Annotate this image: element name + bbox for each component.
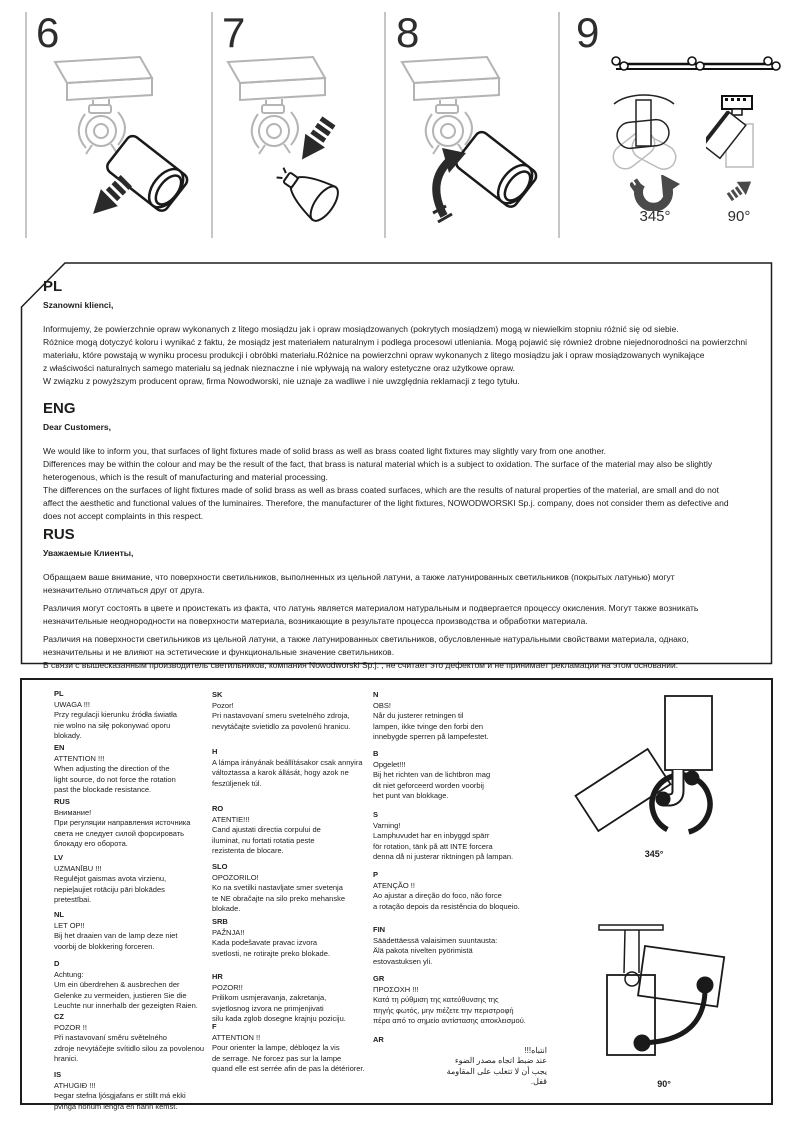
- warning-line: Säädettäessä valaisimen suuntausta:: [373, 935, 498, 945]
- warning-language-code: EN: [54, 743, 65, 752]
- warning-line: Varning!: [373, 820, 401, 830]
- step8-reattach-shade-diagram: [392, 52, 557, 232]
- warning-line: ATTENTION !!!: [54, 753, 105, 763]
- warning-text: [212, 701, 350, 733]
- tilt-90-diagram: [587, 917, 757, 1077]
- warning-text: [212, 1033, 365, 1075]
- warning-text: [373, 701, 489, 743]
- warnings-box: [20, 678, 773, 1111]
- panel-divider: [211, 12, 213, 238]
- notice-content: [43, 262, 753, 670]
- warning-f: [212, 1022, 365, 1075]
- notice-line: незначительные неоднородности на поверхности материала, возникающие в результате процесса производства и обработки материала.: [43, 616, 588, 626]
- warning-text: [54, 808, 190, 850]
- warning-line: blokade.: [212, 904, 241, 913]
- warning-language-code: PL: [54, 689, 64, 698]
- notice-section-rus: [43, 526, 753, 677]
- notice-paragraph: [43, 445, 753, 523]
- warning-line: When adjusting the direction of the: [54, 764, 170, 773]
- warning-rus: [54, 797, 190, 850]
- step-number-9: 9: [576, 9, 599, 56]
- warning-line: quand elle est serrée afin de pas la détériorer.: [212, 1064, 365, 1073]
- warning-text: [373, 936, 497, 968]
- warning-line: قفل.: [530, 1077, 547, 1086]
- notice-line: The differences on the surfaces of light fixtures made of solid brass as well as brass coated surfaces, which are the results of natural properties of the material, are small and do not: [43, 485, 719, 495]
- warning-ro: [212, 804, 321, 857]
- warning-language-code: F: [212, 1022, 217, 1031]
- warning-text: [54, 864, 166, 906]
- warning-line: svetlosti, ne rotirajte preko blokade.: [212, 948, 330, 958]
- warning-language-code: SRB: [212, 917, 228, 926]
- warning-line: UWAGA !!!: [54, 699, 90, 709]
- notice-salutation: Уважаемые Клиенты,: [43, 548, 134, 558]
- warning-line: A lámpa irányának beállításakor csak annyira: [212, 757, 363, 767]
- warning-line: Kada podešavate pravac izvora: [212, 938, 318, 947]
- warning-line: света не следует силой форсировать: [54, 828, 185, 838]
- warning-b: [373, 749, 490, 802]
- warning-nl: [54, 910, 177, 952]
- warning-language-code: B: [373, 749, 379, 758]
- notice-line: В связи с вышесказанным производитель светильников, компания Nowodworski Sp.j. , не считает это дефектом и не принимает рекламации на этом основании.: [43, 660, 679, 670]
- warning-line: Þegar stefna ljósgjafans er stillt má ekki: [54, 1091, 186, 1100]
- warning-line: för rotation, tänk på att INTE forcera: [373, 841, 493, 851]
- warning-language-code: H: [212, 747, 218, 756]
- warning-line: változtassa a karok állását, hogy azok ne: [212, 768, 349, 777]
- warning-slo: [212, 862, 345, 915]
- warning-language-code: RUS: [54, 797, 70, 806]
- warning-language-code: GR: [373, 974, 385, 983]
- warning-line: hranici.: [54, 1054, 79, 1063]
- panel-divider: [558, 12, 560, 238]
- warning-line: innebygde sperren på lampefestet.: [373, 732, 489, 741]
- warning-language-code: SLO: [212, 862, 228, 871]
- rotation-angle-label: 345°: [644, 849, 664, 859]
- warning-language-code: NL: [54, 910, 64, 919]
- warning-text: [212, 983, 346, 1025]
- notice-section-eng: [43, 400, 753, 528]
- warning-line: het punt van blokkage.: [373, 791, 449, 800]
- warning-line: iluminat, nu fortati rotatia peste: [212, 835, 315, 845]
- notice-section-pl: [43, 278, 753, 393]
- warning-pl: [54, 689, 177, 742]
- warning-line: nevytáčajte svietidlo za povolenú hranicu.: [212, 721, 351, 731]
- notice-line: We would like to inform you, that surfaces of light fixtures made of solid brass as well as brass coated light fixtures may slightly vary from one another.: [43, 446, 606, 456]
- step-number-6: 6: [36, 9, 59, 56]
- notice-line: W związku z powyższym producent opraw, firma Nowodworski, nie uznaje za wadliwe i nie uwzględnia reklamacji z tego tytułu.: [43, 376, 520, 386]
- warning-line: OBS!: [373, 700, 391, 710]
- warning-line: Pozor!: [212, 700, 234, 710]
- tilt-90-mini-diagram: [706, 92, 772, 178]
- warning-line: pretestībai.: [54, 895, 92, 904]
- warning-n: [373, 690, 489, 743]
- warning-d: [54, 959, 198, 1012]
- warning-line: rezistenta de blocare.: [212, 846, 284, 855]
- notice-salutation: Dear Customers,: [43, 422, 112, 432]
- warning-line: Achtung:: [54, 969, 84, 979]
- warning-line: Um ein überdrehen & ausbrechen der: [54, 980, 180, 989]
- tilt-90-arrow-icon: [726, 181, 754, 205]
- warning-text: [212, 928, 330, 960]
- warning-line: te NE obračajte na silo preko mehanske: [212, 893, 345, 903]
- warning-language-code: HR: [212, 972, 223, 981]
- warning-line: Ao ajustar a direção do foco, não force: [373, 891, 502, 900]
- notice-language-code: RUS: [43, 526, 75, 543]
- warning-line: πέρα από το σημείο αντίστασης αποκλεισμού.: [373, 1016, 526, 1025]
- warning-line: svjetlosnog izvora ne primjenjivati: [212, 1003, 324, 1013]
- warning-text: [54, 700, 177, 742]
- warning-line: انتباه!!!: [524, 1045, 547, 1055]
- warning-text: [373, 985, 526, 1027]
- warning-line: Gelenke zu vermeiden, justieren Sie die: [54, 990, 187, 1000]
- warning-sk: [212, 690, 350, 732]
- warning-text: [373, 1046, 547, 1088]
- warning-is: [54, 1070, 186, 1112]
- warning-text: [54, 921, 177, 953]
- warning-line: de serrage. Ne forcez pas sur la lampe: [212, 1053, 342, 1063]
- rotate-345-arrow-icon: [630, 175, 680, 211]
- warning-line: dit niet geforceerd worden voorbij: [373, 780, 484, 790]
- notice-paragraph: [43, 633, 753, 672]
- warning-line: Pri nastavovaní smeru svetelného zdroja,: [212, 711, 350, 720]
- warning-text: [54, 1081, 186, 1113]
- warning-line: Älä pakota nivelten pyörimistä: [373, 946, 473, 955]
- notice-line: незначительны и не влияют на эстетические и функциональные значение светильников.: [43, 647, 395, 657]
- warning-text: [373, 760, 490, 802]
- warning-line: πηγής φωτός, μην πιέζετε την περιστροφή: [373, 1005, 514, 1015]
- rotation-345-mini-diagram: [608, 92, 680, 178]
- warning-en: [54, 743, 176, 796]
- warning-text: [373, 881, 520, 913]
- tilt-angle-label: 90°: [727, 208, 751, 225]
- warning-fin: [373, 925, 497, 967]
- warning-line: عند ضبط اتجاه مصدر الضوء: [454, 1056, 547, 1065]
- notice-line: Обращаем ваше внимание, что поверхности светильников, выполненных из цельной латуни, а также латунированных светильников (покрытых латунью) могут: [43, 572, 675, 582]
- notice-paragraph: [43, 602, 753, 628]
- warning-line: LET OP!!: [54, 920, 85, 930]
- notice-line: Различия могут состоять в цвете и проистекать из факта, что латунь является материалом натуральным и подвергается процессу окисления. Могут также возникать: [43, 603, 699, 613]
- warning-line: UZMANĪBU !!!: [54, 863, 102, 873]
- warning-line: OPOZORILO!: [212, 872, 259, 882]
- warning-line: Ko na svetilki nastavljate smer svetenja: [212, 883, 343, 892]
- warning-text: [373, 821, 513, 863]
- notice-line: affect the aesthetic and functional values of the luminaires. Therefore, the manufacturer of the light fixtures, NOWODWORSKI Sp.j. company, does not consider them as defective and: [43, 498, 729, 508]
- warning-line: POZOR !!: [54, 1022, 87, 1032]
- warning-gr: [373, 974, 526, 1027]
- warning-text: [54, 754, 176, 796]
- warning-language-code: FIN: [373, 925, 386, 934]
- warning-text: [212, 873, 345, 915]
- warning-language-code: P: [373, 870, 379, 879]
- notice-paragraph: [43, 323, 753, 388]
- warning-language-code: LV: [54, 853, 64, 862]
- warning-cz: [54, 1012, 204, 1065]
- warning-line: Pour orienter la lampe, débloqez la vis: [212, 1043, 340, 1052]
- warning-text: [212, 758, 363, 790]
- warning-p: [373, 870, 520, 912]
- panel-divider: [384, 12, 386, 238]
- notice-line: Informujemy, że powierzchnie opraw wykonanych z litego mosiądzu jak i opraw mosiądzowanych (pokrytych mosiądzem) mogą w niewielkim stopniu różnić się od siebie.: [43, 324, 679, 334]
- rotation-345-diagram: [562, 688, 772, 866]
- warning-line: nie wolno na siłę pokonywać oporu: [54, 720, 171, 730]
- warning-text: [212, 815, 321, 857]
- warning-line: ATHUGIÐ !!!: [54, 1080, 96, 1090]
- warning-hr: [212, 972, 346, 1025]
- warning-line: estovastuksen yli.: [373, 956, 433, 966]
- warning-line: PAŽNJA!!: [212, 927, 245, 937]
- warning-line: При регуляции направления источника: [54, 818, 191, 827]
- brass-notice-box: [20, 262, 773, 670]
- warning-line: þvinga honum lengra en hann kemst.: [54, 1101, 178, 1111]
- warning-language-code: D: [54, 959, 60, 968]
- step-number-7: 7: [222, 9, 245, 56]
- warning-language-code: AR: [373, 1035, 384, 1044]
- warning-language-code: N: [373, 690, 379, 699]
- warning-line: a rotação depois da resistência do bloqueio.: [373, 901, 520, 911]
- warning-line: Внимание!: [54, 807, 92, 817]
- warning-line: Bij het richten van de lichtbron mag: [373, 770, 491, 779]
- warning-line: блокаду его оборота.: [54, 839, 128, 848]
- warning-line: Cand ajustati directia corpului de: [212, 825, 321, 834]
- warning-line: past the blockade resistance.: [54, 785, 152, 794]
- warning-lv: [54, 853, 166, 906]
- warning-line: Przy regulacji kierunku źródła światła: [54, 710, 177, 719]
- warning-h: [212, 747, 363, 789]
- notice-language-code: ENG: [43, 400, 76, 417]
- step6-remove-shade-diagram: [45, 52, 205, 232]
- notice-line: z właściwości naturalnych samego materiału są jednak nieznaczne i nie wpływają na walory estetyczne oraz użytkowe opraw.: [43, 363, 515, 373]
- rotation-angle-label: 345°: [639, 208, 671, 225]
- warning-line: Při nastavovaní směru světelného: [54, 1033, 167, 1042]
- warning-line: Prilikom usmjeravanja, zakretanja,: [212, 993, 327, 1002]
- warning-line: POZOR!!: [212, 982, 243, 992]
- notice-line: Различия на поверхности светильников из цельной латуни, а также латунированных светильников, обусловленные натуральными свойствами материала, однако,: [43, 634, 689, 644]
- warning-language-code: S: [373, 810, 379, 819]
- warning-text: [54, 1023, 204, 1065]
- warning-line: Når du justerer retningen til: [373, 711, 464, 720]
- notice-line: materiału, które powstają w wyniku procesu produkcji i obróbki materiału.Różnice na powierzchni opraw wykonanych z litego mosiądzu jak i opraw mosiądzowanych wynikające: [43, 350, 705, 360]
- warning-language-code: CZ: [54, 1012, 64, 1021]
- warning-line: Bij het draaien van de lamp deze niet: [54, 931, 178, 940]
- notice-line: Differences may be within the colour and may be the result of the fact, that brass is natural material which is a subject to oxidation. The surface of the material may also be slightly: [43, 459, 713, 469]
- warning-line: feszüljenek túl.: [212, 778, 262, 788]
- warning-line: Lamphuvudet har en inbyggd spärr: [373, 831, 490, 840]
- warning-language-code: SK: [212, 690, 223, 699]
- warning-line: Leuchte nur innerhalb der gezeigten Raien.: [54, 1001, 198, 1010]
- warning-line: light source, do not force the rotation: [54, 774, 176, 784]
- warning-line: silu kada zglob dosegne krajnju poziciju.: [212, 1014, 346, 1023]
- notice-paragraph: [43, 571, 753, 597]
- warning-line: blokady.: [54, 731, 82, 740]
- warning-text: [54, 970, 198, 1012]
- warning-line: ATENTIE!!!: [212, 814, 250, 824]
- warning-line: ATTENTION !!: [212, 1032, 261, 1042]
- warning-line: Opgelet!!!: [373, 759, 406, 769]
- warning-line: Regulējot gaismas avota virzienu,: [54, 874, 167, 883]
- panel-divider: [25, 12, 27, 238]
- warning-line: يجب أن لا تتغلب على المقاومة: [446, 1066, 547, 1076]
- warning-line: nepieļaujiet rotāciju pāri blokādes: [54, 884, 165, 894]
- warning-line: voorbij de blokkering forceren.: [54, 941, 155, 951]
- notice-line: незначительно отличаться друг от друга.: [43, 585, 205, 595]
- track-rail-diagram: [608, 55, 783, 77]
- step-number-8: 8: [396, 9, 419, 56]
- warning-s: [373, 810, 513, 863]
- step7-replace-bulb-diagram: [218, 52, 378, 232]
- notice-salutation: Szanowni klienci,: [43, 300, 114, 310]
- warning-line: denna då ni justerar riktningen på lampan.: [373, 852, 514, 861]
- notice-line: does not accept complaints in this respect.: [43, 511, 204, 521]
- warning-language-code: IS: [54, 1070, 62, 1079]
- notice-line: heterogenous, which is the result of manufacturing and material processing.: [43, 472, 328, 482]
- warning-line: ATENÇÃO !!: [373, 880, 415, 890]
- warning-line: ΠΡΟΣΟΧΗ !!!: [373, 984, 419, 994]
- warning-line: lampen, ikke tvinge den forbi den: [373, 721, 484, 731]
- warning-line: Κατά τη ρύθμιση της κατεύθυνσης της: [373, 995, 499, 1004]
- warning-srb: [212, 917, 330, 959]
- warning-ar: [373, 1035, 547, 1088]
- tilt-angle-label: 90°: [657, 1079, 671, 1089]
- notice-language-code: PL: [43, 278, 63, 295]
- notice-line: Różnice mogą dotyczyć koloru i wynikać z faktu, że mosiądz jest materiałem naturalnym i podlega procesowi utleniania. Mogą pojawić się również drobne niejednorodności na powierzchni: [43, 337, 747, 347]
- warning-line: zdroje nevytáčejte svítidlo silou za povolenou: [54, 1043, 205, 1053]
- warning-language-code: RO: [212, 804, 224, 813]
